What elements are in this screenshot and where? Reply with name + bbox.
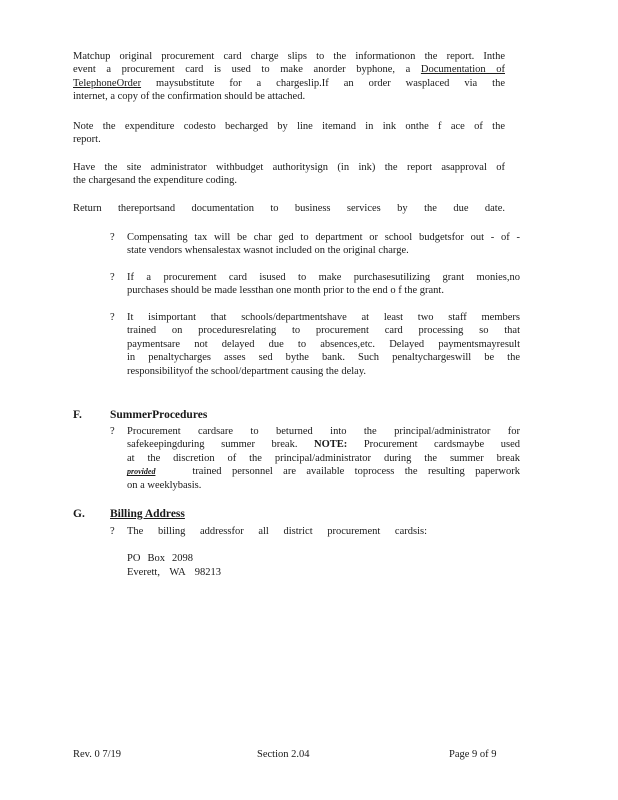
- text-line: on a weeklybasis.: [127, 479, 202, 491]
- bullet-mark: ?: [110, 272, 115, 283]
- bullet-mark: ?: [110, 312, 115, 323]
- text-line: [73, 77, 505, 90]
- bullet-mark: ?: [110, 232, 115, 243]
- text-span: trained personnel are available toprocess the resulting paperwork: [182, 466, 520, 478]
- address-line-1: PO Box 2098: [127, 553, 193, 564]
- bullet-text: [127, 271, 520, 298]
- bullet-text: [127, 525, 427, 538]
- text-span: maysubstitute for a chargeslip.If an order wasplaced via the: [141, 77, 505, 89]
- text-line: The billing addressfor all district procurement cardsis:: [127, 526, 427, 537]
- footer-section: Section 2.04: [257, 749, 310, 760]
- text-line: at the discretion of the principal/administrator during the summer break: [127, 452, 520, 464]
- paragraph-site-administrator: [73, 161, 505, 188]
- text-span: event a procurement card is used to make anorder byphone, a: [73, 64, 421, 76]
- mailing-address: [127, 552, 221, 580]
- text-span: safekeepingduring summer break.: [127, 439, 315, 451]
- text-line: internet, a copy of the confirmation should be attached.: [73, 91, 306, 103]
- paragraph-return-reports: [73, 202, 505, 215]
- note-label: NOTE:: [314, 439, 348, 451]
- text-line: paymentsare not delayed due to absences,etc. Delayed paymentsmayresult: [127, 338, 520, 350]
- text-line: the chargesand the expenditure coding.: [73, 175, 237, 187]
- section-f-title: SummerProcedures: [110, 409, 208, 421]
- section-f-letter: F.: [73, 409, 82, 421]
- text-line: [73, 63, 505, 76]
- provided-underlined: provided: [127, 467, 156, 477]
- paragraph-match-slips: [73, 50, 505, 104]
- bullet-mark: ?: [110, 526, 115, 537]
- text-line: Note the expenditure codesto becharged by line itemand in ink onthe f ace of the: [73, 121, 505, 132]
- text-line: Matchup original procurement card charge slips to the informationon the report. Inthe: [73, 51, 505, 62]
- bullet-text: [127, 425, 520, 492]
- footer-revision: Rev. 0 7/19: [73, 749, 122, 760]
- text-line: Procurement cardsare to beturned into the principal/administrator for: [127, 426, 520, 437]
- doc-link-part1: Documentation of: [420, 64, 505, 76]
- text-line: state vendors whensalestax wasnot included on the original charge.: [127, 245, 409, 257]
- paragraph-expenditure-code: [73, 120, 505, 147]
- text-span: Procurement cardsmaybe used: [347, 439, 520, 451]
- text-line: Return thereportsand documentation to business services by the due date.: [73, 203, 505, 214]
- text-line: [127, 465, 520, 478]
- doc-link-part2: TelephoneOrder: [73, 77, 142, 89]
- address-line-2: Everett, WA 98213: [127, 567, 221, 578]
- text-line: Have the site administrator withbudget authoritysign (in ink) the report asapproval of: [73, 162, 505, 173]
- text-line: purchases should be made lessthan one month prior to the end o f the grant.: [127, 285, 444, 297]
- bullet-text: [127, 231, 520, 258]
- text-line: in penaltycharges asses sed bythe bank. Such penaltychargeswill be the: [127, 352, 520, 364]
- footer-page-number: Page 9 of 9: [449, 749, 497, 760]
- bullet-mark: ?: [110, 426, 115, 437]
- text-line: If a procurement card isused to make purchasesutilizing grant monies,no: [127, 272, 520, 283]
- text-line: [127, 438, 520, 451]
- section-g-title: Billing Address: [110, 508, 185, 520]
- text-line: responsibilityof the school/department causing the delay.: [127, 365, 367, 377]
- text-line: Compensating tax will be char ged to department or school budgetsfor out - of -: [127, 232, 520, 243]
- section-g-letter: G.: [73, 508, 85, 520]
- bullet-text: [127, 311, 520, 378]
- text-line: trained on proceduresrelating to procurement card processing so that: [127, 325, 520, 337]
- text-line: It isimportant that schools/departmentshave at least two staff members: [127, 312, 520, 323]
- text-line: report.: [73, 134, 101, 146]
